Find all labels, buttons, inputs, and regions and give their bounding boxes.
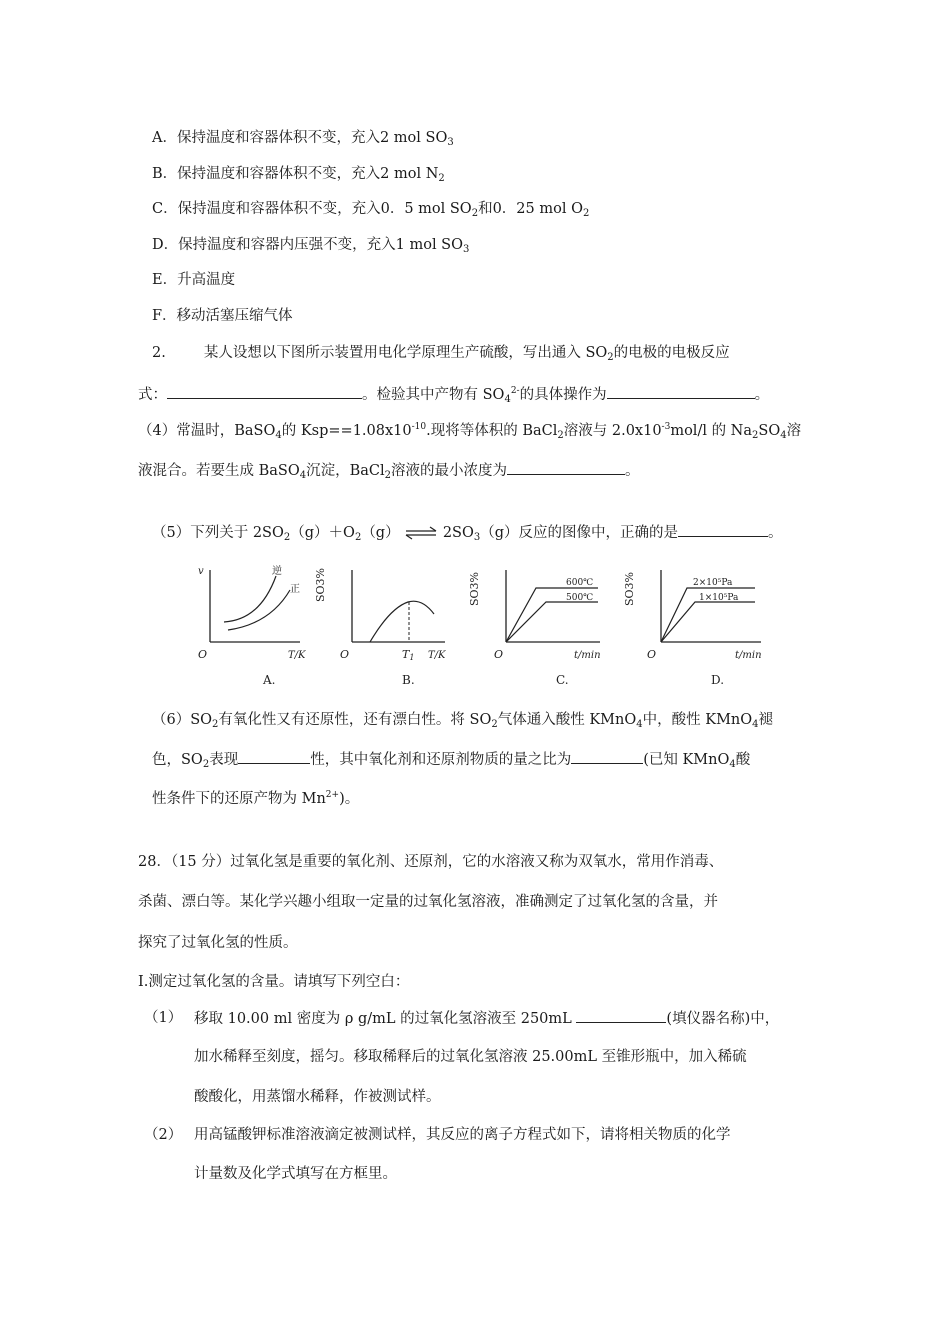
graph-c: [468, 562, 620, 692]
y-axis-label: v: [198, 566, 204, 577]
curve-label: 2×10⁵Pa: [693, 578, 733, 588]
part1-number: （1）: [144, 1010, 183, 1026]
curve-label: 正: [290, 584, 300, 595]
origin-label: O: [647, 648, 657, 661]
curve-label: 500℃: [566, 593, 594, 603]
origin-label: O: [340, 648, 350, 661]
q28-line2: 杀菌、漂白等。某化学兴趣小组取一定量的过氧化氢溶液，准确测定了过氧化氢的含量，并: [138, 894, 718, 910]
answer-blank[interactable]: [607, 384, 755, 399]
option-b: B．保持温度和容器体积不变，充入2 mol $N_2$: [152, 166, 445, 184]
curve-1e5: [661, 602, 755, 642]
q6-line1: $(6)SO_2$有氧化性又有还原性，还有漂白性。将 $SO_2$气体通入酸性 KMnO$_4$中，酸性 KMnO$_4$褪: [152, 712, 774, 730]
y-axis-label: SO3%: [314, 567, 327, 602]
q28-line3: 探究了过氧化氢的性质。: [138, 935, 298, 951]
part1-line3: 酸酸化，用蒸馏水稀释，作被测试样。: [194, 1089, 441, 1105]
curve-label: 600℃: [566, 578, 594, 588]
x-axis-label: t/min: [735, 650, 762, 661]
q2-line1: 2. 某人设想以下图所示装置用电化学原理生产硫酸，写出通入 $SO_2$的电极的电极反应: [152, 345, 730, 363]
curve-500: [506, 602, 598, 642]
origin-label: O: [494, 648, 504, 661]
q6-line3: 性条件下的还原产物为 $Mn^{2+}$)。: [152, 790, 360, 807]
graph-a: [190, 562, 310, 692]
part1-line2: 加水稀释至刻度，摇匀。移取稀释后的过氧化氢溶液 25.00mL 至锥形瓶中，加入稀硫: [194, 1049, 747, 1065]
q28-line1: 28．（15 分）过氧化氢是重要的氧化剂、还原剂，它的水溶液又称为双氧水，常用作消毒、: [138, 854, 724, 870]
graph-caption: B.: [402, 673, 415, 687]
q4-line2: 液混合。若要生成 BaSO$_4$沉淀，BaCl$_2$溶液的最小浓度为 。: [138, 460, 640, 481]
answer-blank[interactable]: [167, 384, 362, 399]
q2-line2: 式： 。检验其中产物有 $SO_4^{2-}$的具体操作为 。: [138, 386, 770, 405]
q6-line2: 色，$SO_2$表现 性，其中氧化剂和还原剂物质的量之比为 (已知 KMnO$_4$酸: [152, 749, 750, 770]
y-axis-label: SO3%: [623, 571, 636, 606]
curve-label: 1×10⁵Pa: [699, 593, 739, 603]
y-axis-label: SO3%: [468, 571, 481, 606]
x-axis-label: t/min: [574, 650, 601, 661]
option-f: F．移动活塞压缩气体: [152, 308, 293, 324]
equilibrium-arrow-icon: [404, 526, 438, 540]
answer-blank[interactable]: [238, 749, 310, 764]
t1-label: T1: [402, 648, 415, 662]
curve-label: 逆: [272, 566, 282, 577]
answer-blank[interactable]: [678, 522, 768, 537]
graph-caption: C.: [556, 673, 569, 687]
curve: [370, 601, 434, 642]
option-e: E．升高温度: [152, 272, 236, 288]
x-axis-label: T/K: [428, 650, 446, 661]
x-axis-label: T/K: [288, 650, 306, 661]
graph-b: [314, 562, 460, 692]
option-a: A．保持温度和容器体积不变，充入2 mol $SO_3$: [152, 130, 454, 148]
part1-line1: 移取 10.00 ml 密度为 ρ g/mL 的过氧化氢溶液至 250mL (填仪器名称)中，: [194, 1008, 779, 1029]
q5-line: （5）下列关于 $2SO_2(g)+O_2(g)$ $2SO_3(g)$反应的图像中，正确的是 。: [152, 522, 783, 543]
graph-d: [623, 562, 775, 692]
answer-blank[interactable]: [571, 749, 643, 764]
origin-label: O: [198, 648, 208, 661]
graph-caption: A.: [263, 673, 276, 687]
answer-blank[interactable]: [507, 460, 625, 475]
part2-line1: 用高锰酸钾标准溶液滴定被测试样，其反应的离子方程式如下，请将相关物质的化学: [194, 1127, 731, 1143]
part2-number: （2）: [144, 1127, 183, 1143]
graphs-row: [180, 562, 780, 692]
part2-line2: 计量数及化学式填写在方框里。: [194, 1166, 397, 1182]
option-c: C．保持温度和容器体积不变，充入0．5 mol $SO_2$和0．25 mol $O_2$: [152, 201, 590, 219]
graph-caption: D.: [711, 673, 725, 687]
answer-blank[interactable]: [576, 1008, 666, 1023]
section-heading: Ⅰ.测定过氧化氢的含量。请填写下列空白：: [138, 974, 410, 990]
curve-forward: [228, 590, 290, 630]
q4-line1: （4）常温时，BaSO$_4$的 $Ksp==1.08x10^{-10}$.现将等体积的 BaCl$_2$溶液与 $2.0x10^{-3}mol/l$ 的 $Na_2SO_4$溶: [138, 422, 802, 441]
option-d: D．保持温度和容器内压强不变，充入1 mol $SO_3$: [152, 237, 470, 255]
